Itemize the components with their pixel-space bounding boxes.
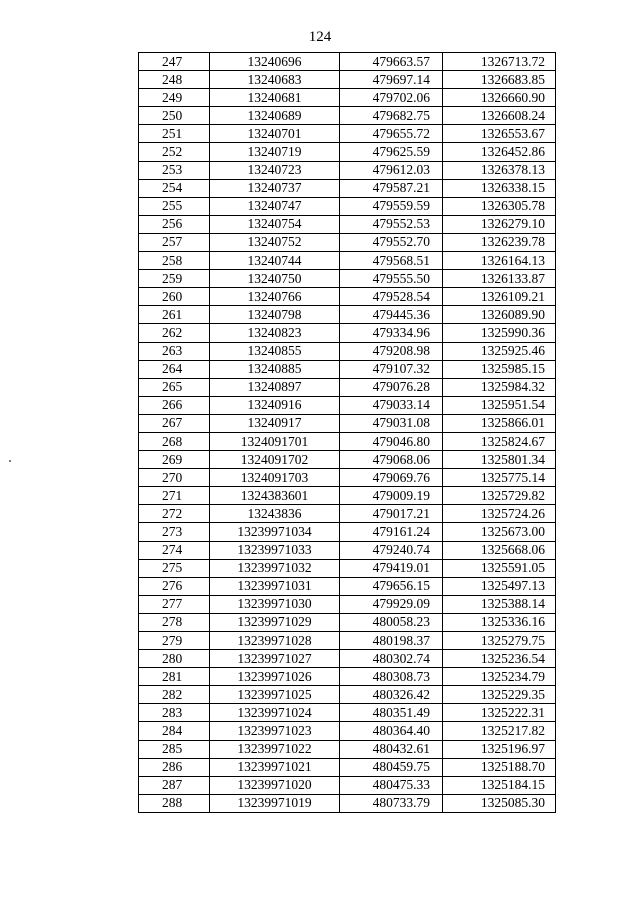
- x-coordinate-cell: 480058.23: [340, 613, 443, 631]
- y-coordinate-cell: 1326660.90: [443, 89, 556, 107]
- row-number-cell: 276: [139, 577, 210, 595]
- y-coordinate-cell: 1326378.13: [443, 161, 556, 179]
- table-row: [139, 215, 556, 233]
- point-id-cell: 13239971029: [210, 613, 340, 631]
- table-row: [139, 668, 556, 686]
- table-row: [139, 505, 556, 523]
- point-id-cell: 13240744: [210, 252, 340, 270]
- table-row: [139, 270, 556, 288]
- point-id-cell: 13240752: [210, 233, 340, 251]
- y-coordinate-cell: 1325085.30: [443, 794, 556, 812]
- table-row: [139, 469, 556, 487]
- row-number-cell: 264: [139, 360, 210, 378]
- point-id-cell: 13240917: [210, 414, 340, 432]
- table-row: [139, 125, 556, 143]
- y-coordinate-cell: 1325217.82: [443, 722, 556, 740]
- y-coordinate-cell: 1325236.54: [443, 650, 556, 668]
- coordinates-table: [138, 52, 556, 813]
- row-number-cell: 270: [139, 469, 210, 487]
- y-coordinate-cell: 1326338.15: [443, 179, 556, 197]
- row-number-cell: 271: [139, 487, 210, 505]
- y-coordinate-cell: 1325279.75: [443, 632, 556, 650]
- row-number-cell: 285: [139, 740, 210, 758]
- x-coordinate-cell: 479031.08: [340, 414, 443, 432]
- x-coordinate-cell: 480364.40: [340, 722, 443, 740]
- x-coordinate-cell: 479009.19: [340, 487, 443, 505]
- row-number-cell: 286: [139, 758, 210, 776]
- x-coordinate-cell: 479663.57: [340, 53, 443, 71]
- point-id-cell: 13240723: [210, 161, 340, 179]
- row-number-cell: 284: [139, 722, 210, 740]
- point-id-cell: 13239971019: [210, 794, 340, 812]
- row-number-cell: 254: [139, 179, 210, 197]
- point-id-cell: 13240750: [210, 270, 340, 288]
- row-number-cell: 265: [139, 378, 210, 396]
- row-number-cell: 287: [139, 776, 210, 794]
- point-id-cell: 13239971023: [210, 722, 340, 740]
- x-coordinate-cell: 480432.61: [340, 740, 443, 758]
- y-coordinate-cell: 1326683.85: [443, 71, 556, 89]
- row-number-cell: 248: [139, 71, 210, 89]
- table-row: [139, 252, 556, 270]
- x-coordinate-cell: 479655.72: [340, 125, 443, 143]
- y-coordinate-cell: 1325951.54: [443, 396, 556, 414]
- row-number-cell: 256: [139, 215, 210, 233]
- row-number-cell: 255: [139, 197, 210, 215]
- point-id-cell: 13240681: [210, 89, 340, 107]
- row-number-cell: 260: [139, 288, 210, 306]
- table-row: [139, 414, 556, 432]
- y-coordinate-cell: 1325196.97: [443, 740, 556, 758]
- y-coordinate-cell: 1326553.67: [443, 125, 556, 143]
- x-coordinate-cell: 479587.21: [340, 179, 443, 197]
- row-number-cell: 274: [139, 541, 210, 559]
- x-coordinate-cell: 479682.75: [340, 107, 443, 125]
- point-id-cell: 13239971034: [210, 523, 340, 541]
- row-number-cell: 253: [139, 161, 210, 179]
- table-row: [139, 306, 556, 324]
- table-row: [139, 179, 556, 197]
- coordinates-table-body: [139, 53, 556, 813]
- y-coordinate-cell: 1325234.79: [443, 668, 556, 686]
- y-coordinate-cell: 1325866.01: [443, 414, 556, 432]
- row-number-cell: 267: [139, 414, 210, 432]
- point-id-cell: 13240683: [210, 71, 340, 89]
- row-number-cell: 281: [139, 668, 210, 686]
- table-row: [139, 143, 556, 161]
- point-id-cell: 13240897: [210, 378, 340, 396]
- point-id-cell: 13240855: [210, 342, 340, 360]
- x-coordinate-cell: 479033.14: [340, 396, 443, 414]
- table-row: [139, 595, 556, 613]
- row-number-cell: 282: [139, 686, 210, 704]
- table-row: [139, 71, 556, 89]
- x-coordinate-cell: 479555.50: [340, 270, 443, 288]
- point-id-cell: 13240747: [210, 197, 340, 215]
- point-id-cell: 13240696: [210, 53, 340, 71]
- x-coordinate-cell: 479161.24: [340, 523, 443, 541]
- point-id-cell: 1324383601: [210, 487, 340, 505]
- y-coordinate-cell: 1325673.00: [443, 523, 556, 541]
- x-coordinate-cell: 480326.42: [340, 686, 443, 704]
- row-number-cell: 258: [139, 252, 210, 270]
- row-number-cell: 261: [139, 306, 210, 324]
- x-coordinate-cell: 480459.75: [340, 758, 443, 776]
- table-row: [139, 360, 556, 378]
- point-id-cell: 13239971025: [210, 686, 340, 704]
- row-number-cell: 279: [139, 632, 210, 650]
- point-id-cell: 13239971032: [210, 559, 340, 577]
- row-number-cell: 273: [139, 523, 210, 541]
- table-row: [139, 758, 556, 776]
- row-number-cell: 257: [139, 233, 210, 251]
- x-coordinate-cell: 479552.70: [340, 233, 443, 251]
- x-coordinate-cell: 479046.80: [340, 432, 443, 450]
- y-coordinate-cell: 1325985.15: [443, 360, 556, 378]
- point-id-cell: 1324091701: [210, 432, 340, 450]
- point-id-cell: 13240823: [210, 324, 340, 342]
- x-coordinate-cell: 480351.49: [340, 704, 443, 722]
- point-id-cell: 13240701: [210, 125, 340, 143]
- x-coordinate-cell: 479568.51: [340, 252, 443, 270]
- y-coordinate-cell: 1325668.06: [443, 541, 556, 559]
- table-row: [139, 650, 556, 668]
- row-number-cell: 278: [139, 613, 210, 631]
- row-number-cell: 277: [139, 595, 210, 613]
- x-coordinate-cell: 479445.36: [340, 306, 443, 324]
- row-number-cell: 280: [139, 650, 210, 668]
- x-coordinate-cell: 479552.53: [340, 215, 443, 233]
- table-row: [139, 288, 556, 306]
- x-coordinate-cell: 479929.09: [340, 595, 443, 613]
- y-coordinate-cell: 1325188.70: [443, 758, 556, 776]
- row-number-cell: 275: [139, 559, 210, 577]
- x-coordinate-cell: 479069.76: [340, 469, 443, 487]
- point-id-cell: 13239971026: [210, 668, 340, 686]
- point-id-cell: 13239971031: [210, 577, 340, 595]
- row-number-cell: 272: [139, 505, 210, 523]
- x-coordinate-cell: 480198.37: [340, 632, 443, 650]
- row-number-cell: 266: [139, 396, 210, 414]
- x-coordinate-cell: 480302.74: [340, 650, 443, 668]
- table-row: [139, 451, 556, 469]
- row-number-cell: 252: [139, 143, 210, 161]
- table-row: [139, 161, 556, 179]
- y-coordinate-cell: 1326164.13: [443, 252, 556, 270]
- y-coordinate-cell: 1326089.90: [443, 306, 556, 324]
- x-coordinate-cell: 479240.74: [340, 541, 443, 559]
- table-row: [139, 794, 556, 812]
- x-coordinate-cell: 479017.21: [340, 505, 443, 523]
- table-row: [139, 197, 556, 215]
- point-id-cell: 13240798: [210, 306, 340, 324]
- x-coordinate-cell: 479612.03: [340, 161, 443, 179]
- point-id-cell: 13240719: [210, 143, 340, 161]
- y-coordinate-cell: 1326279.10: [443, 215, 556, 233]
- point-id-cell: 13240737: [210, 179, 340, 197]
- row-number-cell: 269: [139, 451, 210, 469]
- y-coordinate-cell: 1325497.13: [443, 577, 556, 595]
- x-coordinate-cell: 479068.06: [340, 451, 443, 469]
- table-row: [139, 740, 556, 758]
- row-number-cell: 249: [139, 89, 210, 107]
- table-row: [139, 342, 556, 360]
- y-coordinate-cell: 1325222.31: [443, 704, 556, 722]
- y-coordinate-cell: 1326608.24: [443, 107, 556, 125]
- x-coordinate-cell: 479334.96: [340, 324, 443, 342]
- table-row: [139, 324, 556, 342]
- row-number-cell: 268: [139, 432, 210, 450]
- y-coordinate-cell: 1325591.05: [443, 559, 556, 577]
- x-coordinate-cell: 479107.32: [340, 360, 443, 378]
- y-coordinate-cell: 1325801.34: [443, 451, 556, 469]
- x-coordinate-cell: 480308.73: [340, 668, 443, 686]
- y-coordinate-cell: 1326305.78: [443, 197, 556, 215]
- row-number-cell: 259: [139, 270, 210, 288]
- x-coordinate-cell: 479697.14: [340, 71, 443, 89]
- table-row: [139, 53, 556, 71]
- point-id-cell: 13239971022: [210, 740, 340, 758]
- point-id-cell: 13240916: [210, 396, 340, 414]
- y-coordinate-cell: 1325925.46: [443, 342, 556, 360]
- table-row: [139, 107, 556, 125]
- point-id-cell: 13240689: [210, 107, 340, 125]
- x-coordinate-cell: 480475.33: [340, 776, 443, 794]
- table-row: [139, 233, 556, 251]
- y-coordinate-cell: 1325724.26: [443, 505, 556, 523]
- row-number-cell: 251: [139, 125, 210, 143]
- point-id-cell: 13240754: [210, 215, 340, 233]
- y-coordinate-cell: 1326452.86: [443, 143, 556, 161]
- y-coordinate-cell: 1326133.87: [443, 270, 556, 288]
- x-coordinate-cell: 479625.59: [340, 143, 443, 161]
- point-id-cell: 13240766: [210, 288, 340, 306]
- table-row: [139, 722, 556, 740]
- row-number-cell: 262: [139, 324, 210, 342]
- x-coordinate-cell: 479528.54: [340, 288, 443, 306]
- point-id-cell: 13239971027: [210, 650, 340, 668]
- table-row: [139, 396, 556, 414]
- point-id-cell: 1324091703: [210, 469, 340, 487]
- point-id-cell: 13239971024: [210, 704, 340, 722]
- point-id-cell: 13239971020: [210, 776, 340, 794]
- x-coordinate-cell: 479656.15: [340, 577, 443, 595]
- point-id-cell: 13239971030: [210, 595, 340, 613]
- x-coordinate-cell: 479702.06: [340, 89, 443, 107]
- y-coordinate-cell: 1325775.14: [443, 469, 556, 487]
- table-row: [139, 704, 556, 722]
- x-coordinate-cell: 479208.98: [340, 342, 443, 360]
- y-coordinate-cell: 1325824.67: [443, 432, 556, 450]
- table-row: [139, 487, 556, 505]
- x-coordinate-cell: 479419.01: [340, 559, 443, 577]
- y-coordinate-cell: 1325990.36: [443, 324, 556, 342]
- y-coordinate-cell: 1326109.21: [443, 288, 556, 306]
- x-coordinate-cell: 479076.28: [340, 378, 443, 396]
- y-coordinate-cell: 1325388.14: [443, 595, 556, 613]
- scan-speck: [9, 460, 11, 462]
- point-id-cell: 13239971033: [210, 541, 340, 559]
- row-number-cell: 247: [139, 53, 210, 71]
- table-row: [139, 776, 556, 794]
- table-row: [139, 523, 556, 541]
- y-coordinate-cell: 1326239.78: [443, 233, 556, 251]
- table-row: [139, 559, 556, 577]
- row-number-cell: 288: [139, 794, 210, 812]
- point-id-cell: 13240885: [210, 360, 340, 378]
- row-number-cell: 263: [139, 342, 210, 360]
- point-id-cell: 13239971028: [210, 632, 340, 650]
- y-coordinate-cell: 1325729.82: [443, 487, 556, 505]
- row-number-cell: 250: [139, 107, 210, 125]
- table-row: [139, 89, 556, 107]
- point-id-cell: 13239971021: [210, 758, 340, 776]
- table-row: [139, 378, 556, 396]
- y-coordinate-cell: 1326713.72: [443, 53, 556, 71]
- table-row: [139, 632, 556, 650]
- y-coordinate-cell: 1325984.32: [443, 378, 556, 396]
- table-row: [139, 541, 556, 559]
- y-coordinate-cell: 1325184.15: [443, 776, 556, 794]
- table-row: [139, 577, 556, 595]
- table-row: [139, 613, 556, 631]
- page-number: 124: [308, 29, 332, 45]
- y-coordinate-cell: 1325229.35: [443, 686, 556, 704]
- x-coordinate-cell: 479559.59: [340, 197, 443, 215]
- table-row: [139, 686, 556, 704]
- row-number-cell: 283: [139, 704, 210, 722]
- y-coordinate-cell: 1325336.16: [443, 613, 556, 631]
- table-row: [139, 432, 556, 450]
- x-coordinate-cell: 480733.79: [340, 794, 443, 812]
- point-id-cell: 1324091702: [210, 451, 340, 469]
- point-id-cell: 13243836: [210, 505, 340, 523]
